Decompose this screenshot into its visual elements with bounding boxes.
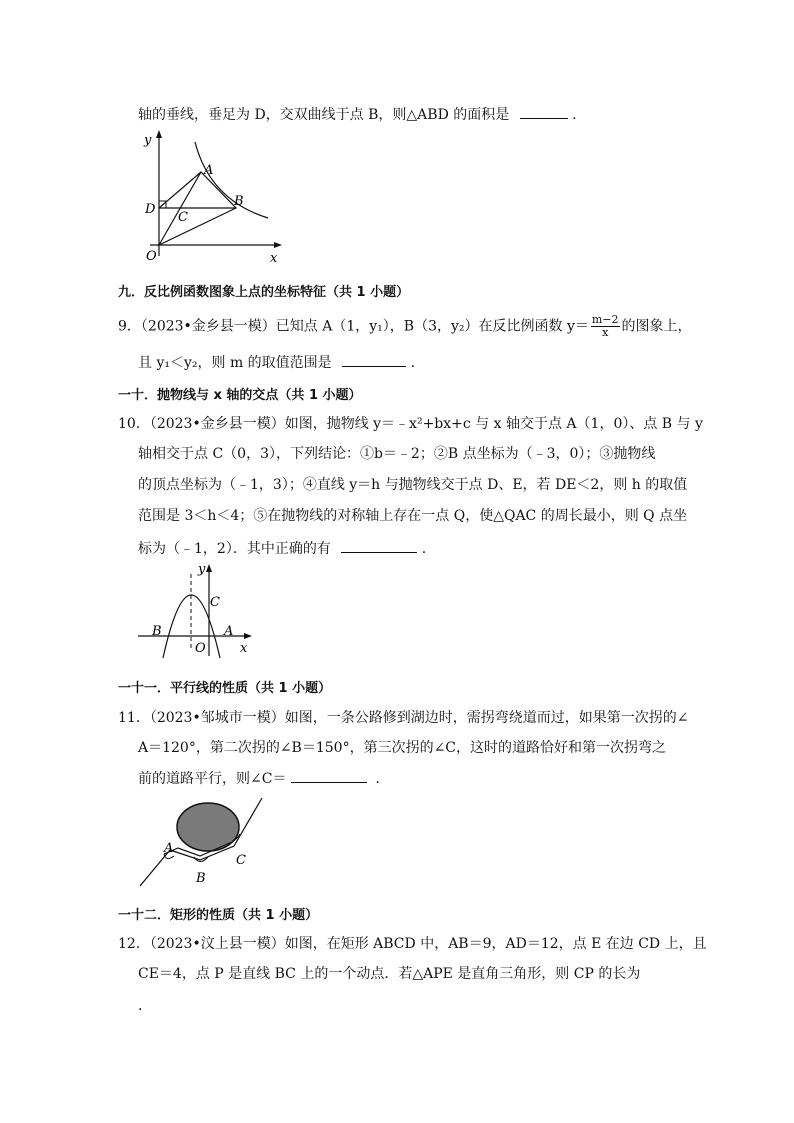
y-axis-arrow [156, 130, 162, 138]
q10-parabola-figure [134, 560, 258, 660]
q10-line3: 的顶点坐标为（﹣1，3）；④直线 y＝h 与抛物线交于点 D、E，若 DE＜2，则 h 的取值 [138, 477, 688, 493]
q8-hyperbola-figure [128, 128, 288, 266]
label-c: C [210, 595, 220, 610]
hyperbola-curve [195, 142, 268, 218]
q9-fraction-denominator: x [602, 326, 609, 339]
label-a: A [164, 841, 174, 856]
q10-question: 标为（﹣1，2）．其中正确的有 [138, 541, 331, 557]
q9-fraction-numerator: m−2 [591, 313, 619, 326]
q12-line1: 12．（2023•汶上县一模）如图，在矩形 ABCD 中，AB＝9，AD＝12，点 E 在边 CD 上，且 [118, 936, 707, 952]
label-x: x [270, 251, 278, 266]
lake [177, 803, 239, 851]
label-y: y [144, 133, 152, 148]
segment-da [159, 172, 201, 208]
q8-statement: 轴的垂线，垂足为 D，交双曲线于点 B，则△ABD 的面积是 [138, 107, 510, 123]
q9-answer-blank[interactable] [342, 352, 406, 367]
q10-line5 [138, 538, 426, 559]
label-b: B [196, 871, 206, 886]
label-x: x [240, 641, 248, 656]
q10-line1: 10．（2023•金乡县一模）如图，抛物线 y＝﹣x²+bx+c 与 x 轴交于点 A（1，0）、点 B 与 y [118, 416, 703, 432]
label-c: C [178, 210, 188, 225]
q9-condition: 且 y₁＜y₂，则 m 的取值范围是 [138, 355, 332, 371]
q12-line2: CE＝4，点 P 是直线 BC 上的一个动点．若△APE 是直角三角形，则 CP 的长为 [138, 966, 641, 982]
label-o: O [195, 641, 206, 656]
section-heading-9: 九．反比例函数图象上点的坐标特征（共 1 小题） [118, 285, 410, 300]
q11-answer-blank[interactable] [291, 768, 367, 783]
q10-line2: 轴相交于点 C（0，3），下列结论：①b＝﹣2；②B 点坐标为（﹣3，0）；③抛物线 [138, 446, 656, 462]
label-a: A [224, 624, 234, 639]
q11-line1: 11．（2023•邹城市一模）如图，一条公路修到湖边时，需拐弯绕道而过，如果第一次拐的∠ [118, 710, 689, 726]
q10-line4: 范围是 3＜h＜4；⑤在抛物线的对称轴上存在一点 Q，使△QAC 的周长最小，则 Q 点坐 [138, 508, 688, 524]
label-o: O [146, 249, 157, 264]
q9-end-mark: . [410, 355, 416, 371]
section-heading-11: 一十一．平行线的性质（共 1 小题） [118, 681, 332, 696]
section-heading-10: 一十．抛物线与 x 轴的交点（共 1 小题） [118, 388, 362, 403]
x-axis-arrow [244, 633, 252, 639]
q11-end-mark: . [375, 771, 380, 787]
q9-statement: 9．（2023•金乡县一模）已知点 A（1，y₁），B（3，y₂）在反比例函数 y＝ [118, 318, 589, 335]
q10-end-mark: . [421, 541, 427, 557]
q11-road-lake-figure [136, 796, 276, 892]
label-d: D [145, 202, 156, 217]
q8-end-mark: . [572, 107, 577, 123]
q8-answer-blank[interactable] [520, 104, 568, 119]
q11-line2: A＝120°，第二次拐的∠B＝150°，第三次拐的∠C，这时的道路恰好和第一次拐弯之 [138, 740, 667, 756]
y-axis-arrow [206, 564, 212, 572]
q11-line3 [138, 768, 380, 789]
q10-answer-blank[interactable] [341, 538, 417, 553]
q8-text [138, 104, 577, 125]
q9-line1 [118, 314, 692, 339]
q9-line2 [138, 352, 415, 373]
q11-question: 前的道路平行，则∠C＝ [138, 771, 287, 787]
label-y: y [198, 562, 206, 577]
label-b: B [152, 624, 162, 639]
label-a: A [204, 163, 214, 178]
q9-fraction [591, 314, 620, 339]
x-axis-arrow [274, 242, 282, 248]
label-c: C [236, 853, 246, 868]
label-b: B [234, 194, 244, 209]
section-heading-12: 一十二．矩形的性质（共 1 小题） [118, 908, 319, 923]
q9-statement-tail: 的图象上， [621, 318, 692, 335]
q12-line3: ． [138, 998, 152, 1014]
